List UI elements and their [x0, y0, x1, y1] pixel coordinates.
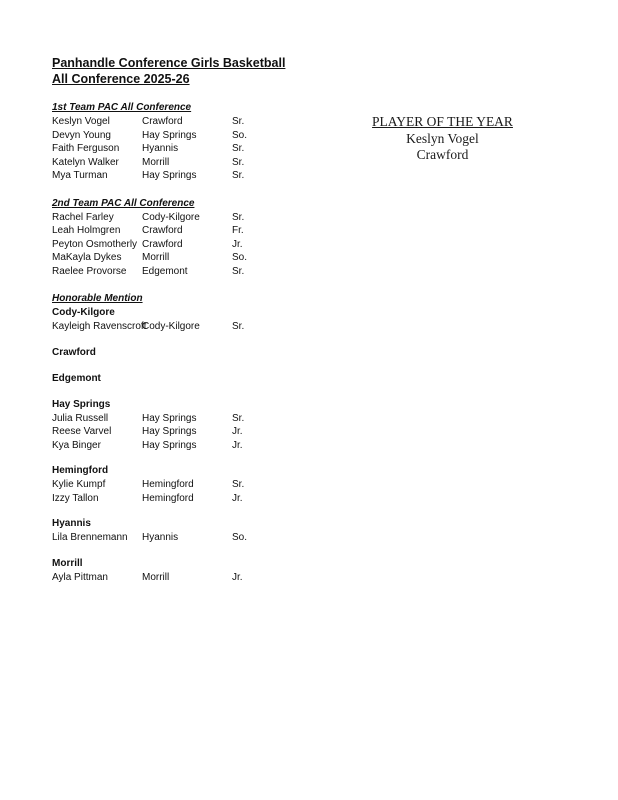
player-year: Jr.: [232, 492, 243, 504]
player-row: [52, 478, 352, 492]
player-school: Hay Springs: [142, 129, 197, 141]
player-year: Sr.: [232, 211, 245, 223]
poy-title: PLAYER OF THE YEAR: [372, 114, 513, 129]
player-school: Cody-Kilgore: [142, 211, 200, 223]
second-team-heading: 2nd Team PAC All Conference: [52, 197, 195, 209]
player-name: Reese Varvel: [52, 426, 112, 437]
team-heading-hay-springs: Hay Springs: [52, 398, 111, 410]
player-row: [52, 412, 352, 426]
player-name: Lila Brennemann: [52, 532, 128, 543]
player-year: Sr.: [232, 170, 245, 181]
player-school: Hay Springs: [142, 426, 197, 437]
player-year: Sr.: [232, 321, 245, 332]
team-heading-crawford: Crawford: [52, 346, 96, 358]
player-year: Sr.: [232, 156, 245, 168]
team-heading-hemingford: Hemingford: [52, 465, 109, 476]
document-title: [52, 55, 285, 87]
player-school: Hay Springs: [142, 170, 197, 181]
player-name: Izzy Tallon: [52, 492, 99, 504]
player-school: Hay Springs: [142, 439, 197, 451]
player-row: [52, 320, 352, 334]
honorable-mention-heading: Honorable Mention: [52, 293, 143, 304]
player-school: Crawford: [142, 238, 183, 250]
player-school: Crawford: [142, 225, 183, 236]
team-heading-morrill: Morrill: [52, 557, 83, 569]
team-heading-hyannis: Hyannis: [52, 518, 91, 529]
player-name: Kylie Kumpf: [52, 479, 106, 490]
player-school: Morrill: [142, 156, 170, 168]
title-line-1: Panhandle Conference Girls Basketball: [52, 56, 286, 70]
player-row: [52, 571, 352, 585]
player-school: Crawford: [142, 116, 183, 127]
player-school: Cody-Kilgore: [142, 321, 200, 332]
player-school: Hemingford: [142, 479, 194, 490]
player-name: Faith Ferguson: [52, 143, 120, 154]
title-line-2: All Conference 2025-26: [52, 72, 190, 86]
player-row: [52, 156, 352, 170]
player-school: Morrill: [142, 571, 170, 583]
player-name: Peyton Osmotherly: [52, 238, 138, 250]
player-school: Hyannis: [142, 532, 179, 543]
player-year: Jr.: [232, 571, 243, 583]
poy-school: Crawford: [416, 147, 469, 162]
player-year: Sr.: [232, 265, 245, 277]
player-school: Edgemont: [142, 265, 188, 277]
first-team-heading: 1st Team PAC All Conference: [52, 102, 192, 113]
player-row: [52, 251, 352, 265]
player-name: Julia Russell: [52, 412, 109, 424]
player-year: So.: [232, 532, 248, 543]
player-year: So.: [232, 129, 248, 141]
player-school: Morrill: [142, 252, 170, 263]
player-row: [52, 492, 352, 506]
player-row: [52, 129, 352, 143]
player-row: [52, 211, 352, 225]
player-row: [52, 531, 352, 545]
player-row: [52, 265, 352, 279]
player-row: [52, 142, 352, 156]
player-year: Jr.: [232, 426, 243, 437]
player-school: Hyannis: [142, 143, 179, 154]
player-name: Devyn Young: [52, 129, 111, 141]
player-year: Sr.: [232, 479, 245, 490]
player-year: Sr.: [232, 116, 245, 127]
player-name: Ayla Pittman: [52, 571, 108, 583]
player-row: [52, 224, 352, 238]
player-name: Mya Turman: [52, 170, 108, 181]
team-heading-cody-kilgore: Cody-Kilgore: [52, 307, 115, 318]
player-name: Keslyn Vogel: [52, 116, 110, 127]
player-name: Katelyn Walker: [52, 156, 119, 168]
player-row: [52, 115, 352, 129]
player-name: Rachel Farley: [52, 211, 114, 223]
player-name: Kayleigh Ravenscroft: [52, 321, 147, 332]
player-year: Sr.: [232, 143, 245, 154]
player-year: Jr.: [232, 439, 243, 451]
player-name: Raelee Provorse: [52, 265, 127, 277]
player-name: Leah Holmgren: [52, 225, 121, 236]
player-of-the-year: [340, 114, 545, 164]
player-year: Jr.: [232, 238, 243, 250]
player-year: Sr.: [232, 412, 245, 424]
player-year: So.: [232, 252, 248, 263]
poy-name: Keslyn Vogel: [406, 130, 479, 146]
player-row: [52, 425, 352, 439]
player-name: MaKayla Dykes: [52, 252, 122, 263]
player-row: [52, 439, 352, 453]
team-heading-edgemont: Edgemont: [52, 372, 101, 384]
player-school: Hemingford: [142, 492, 194, 504]
player-year: Fr.: [232, 225, 244, 236]
player-row: [52, 169, 352, 183]
player-name: Kya Binger: [52, 439, 101, 451]
player-school: Hay Springs: [142, 412, 197, 424]
player-row: [52, 238, 352, 252]
roster-listing: [52, 100, 352, 584]
